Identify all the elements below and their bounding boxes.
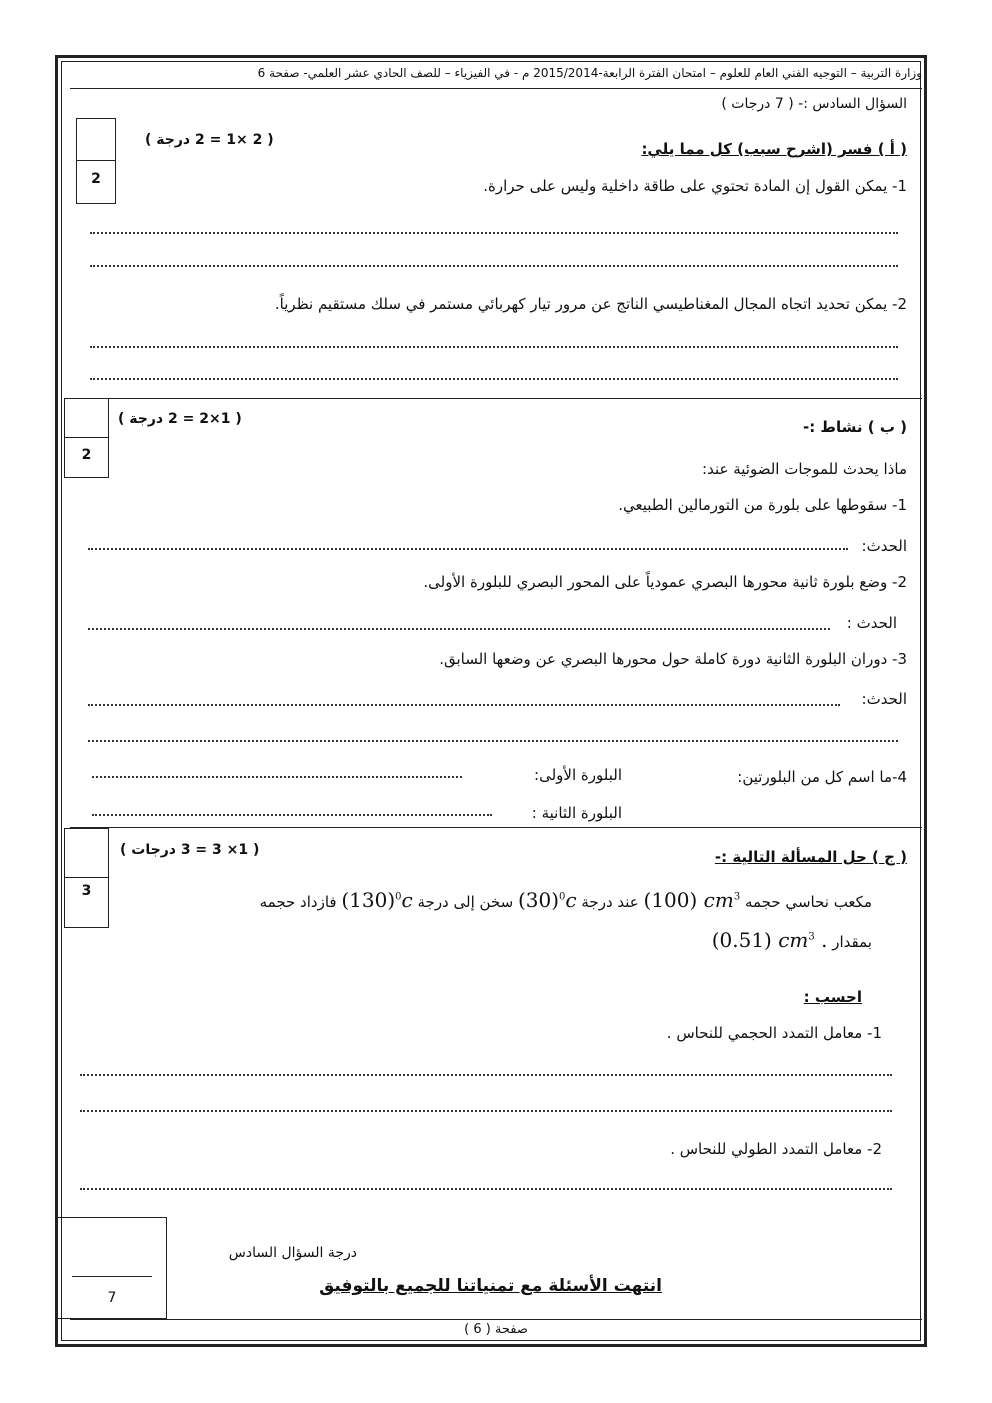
part-c-marks: ( 1× 3 = 3 درجات ) xyxy=(120,842,260,858)
event-label: الحدث: xyxy=(861,537,907,555)
part-b-score-box xyxy=(64,398,109,478)
part-b-intro: ماذا يحدث للموجات الضوئية عند: xyxy=(702,460,907,478)
event-label: الحدث: xyxy=(861,690,907,708)
part-c-item-1: 1- معامل التمدد الحجمي للنحاس . xyxy=(666,1024,882,1042)
part-c-title: ( ج ) حل المسألة التالية :- xyxy=(714,848,907,866)
part-c-item-2: 2- معامل التمدد الطولي للنحاس . xyxy=(670,1140,882,1158)
part-b-title: ( ب ) نشاط :- xyxy=(802,418,907,436)
header-divider xyxy=(70,88,922,89)
answer-line[interactable] xyxy=(92,814,492,816)
page-header: وزارة التربية – التوجيه الفني العام للعلوم – امتحان الفترة الرابعة-2015/2014 م - في الفيزياء – للصف الحادي عشر العلمي- صفحة 6 xyxy=(257,66,922,80)
part-a-item-2: 2- يمكن تحديد اتجاه المجال المغناطيسي الناتج عن مرور تيار كهربائي مستمر في سلك مستقيم نظرياً. xyxy=(274,295,907,313)
crystal-2-label: البلورة الثانية : xyxy=(531,804,622,822)
part-b-item-2: 2- وضع بلورة ثانية محورها البصري عمودياً على المحور البصري للبلورة الأولى. xyxy=(423,573,907,591)
part-a-score: 2 xyxy=(91,171,101,187)
answer-line[interactable] xyxy=(90,265,898,267)
answer-line[interactable] xyxy=(80,1188,892,1190)
part-b-marks: ( 1×2 = 2 درجة ) xyxy=(118,411,242,427)
problem-line-1: مكعب نحاسي حجمه (100) $cm^3$ عند درجة $(30)^0c$ سخن إلى درجة $(130)^0c$ فازداد حجمه xyxy=(259,888,872,912)
answer-line[interactable] xyxy=(88,628,830,630)
answer-line[interactable] xyxy=(80,1110,892,1112)
part-a-title: ( أ ) فسر (اشرح سبب) كل مما يلي: xyxy=(641,140,907,158)
part-b-item-3: 3- دوران البلورة الثانية دورة كاملة حول محورها البصري عن وضعها السابق. xyxy=(439,650,907,668)
answer-line[interactable] xyxy=(92,776,462,778)
calc-label: احسب : xyxy=(803,988,862,1006)
part-c-score-box xyxy=(64,828,109,928)
answer-line[interactable] xyxy=(80,1074,892,1076)
page-number: صفحة ( 6 ) xyxy=(464,1322,528,1337)
section-divider xyxy=(70,827,922,828)
answer-line[interactable] xyxy=(90,346,898,348)
part-b-item-1: 1- سقوطها على بلورة من التورمالين الطبيعي. xyxy=(618,496,907,514)
closing-text: انتهت الأسئلة مع تمنياتنا للجميع بالتوفيق xyxy=(319,1276,662,1296)
part-b-score: 2 xyxy=(81,447,92,463)
footer-divider xyxy=(70,1319,922,1320)
question-title: السؤال السادس :- ( 7 درجات ) xyxy=(721,96,907,112)
part-a-marks: ( 2 ×1 = 2 درجة ) xyxy=(145,132,274,148)
part-b-item-4: 4-ما اسم كل من البلورتين: xyxy=(737,768,907,786)
total-label: درجة السؤال السادس xyxy=(228,1245,357,1261)
answer-line[interactable] xyxy=(90,378,898,380)
total-score-box xyxy=(57,1217,167,1319)
section-divider xyxy=(70,398,922,399)
event-label: الحدث : xyxy=(846,614,897,632)
answer-line[interactable] xyxy=(90,232,898,234)
answer-line[interactable] xyxy=(88,740,898,742)
crystal-1-label: البلورة الأولى: xyxy=(534,766,622,784)
answer-line[interactable] xyxy=(88,704,840,706)
part-a-item-1: 1- يمكن القول إن المادة تحتوي على طاقة داخلية وليس على حرارة. xyxy=(483,177,907,195)
part-a-score-box xyxy=(76,118,116,204)
answer-line[interactable] xyxy=(88,548,848,550)
problem-line-2: بمقدار (0.51) $cm^3$ . xyxy=(711,928,872,952)
total-score: 7 xyxy=(107,1290,117,1306)
part-c-score: 3 xyxy=(81,883,92,899)
